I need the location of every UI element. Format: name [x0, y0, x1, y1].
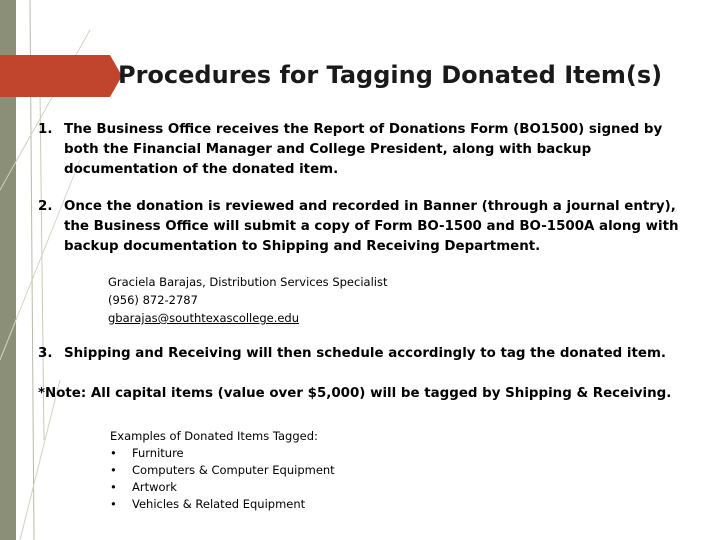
step-3-number: 3. — [38, 346, 53, 361]
contact-block — [108, 273, 608, 327]
contact-email-link[interactable]: gbarajas@southtexascollege.edu — [108, 311, 300, 325]
bullet-icon: • — [110, 463, 117, 477]
slide-title: Procedures for Tagging Donated Item(s) — [118, 61, 663, 89]
list-item: • Furniture — [110, 446, 184, 460]
step-1-number: 1. — [38, 122, 53, 137]
title-accent-bar — [0, 55, 110, 97]
step-1-text: The Business Office receives the Report of Donations Form (BO1500) signed by both the Financial Manager and College President, along with backup documentation of the donated item. — [64, 122, 663, 177]
examples-block — [110, 428, 335, 513]
step-3-text: Shipping and Receiving will then schedule accordingly to tag the donated item. — [64, 346, 667, 361]
capital-items-note: *Note: All capital items (value over $5,000) will be tagged by Shipping & Receiving. — [38, 386, 672, 401]
examples-list — [110, 445, 335, 513]
step-1 — [38, 120, 688, 180]
examples-heading: Examples of Donated Items Tagged: — [110, 429, 318, 443]
list-item: • Vehicles & Related Equipment — [110, 497, 306, 511]
bullet-icon: • — [110, 446, 117, 460]
list-item: • Computers & Computer Equipment — [110, 463, 335, 477]
bullet-icon: • — [110, 480, 117, 494]
contact-name: Graciela Barajas, Distribution Services Specialist — [108, 275, 388, 289]
step-2 — [38, 197, 698, 257]
contact-phone: (956) 872-2787 — [108, 293, 198, 307]
step-2-number: 2. — [38, 199, 53, 214]
step-2-text: Once the donation is reviewed and recorded in Banner (through a journal entry), the Business Office will submit a copy of Form BO-1500 and BO-1500A along with backup documentation to Shipping and Receiving Department. — [64, 199, 679, 254]
step-3 — [38, 344, 698, 364]
list-item: • Artwork — [110, 480, 177, 494]
bullet-icon: • — [110, 497, 117, 511]
